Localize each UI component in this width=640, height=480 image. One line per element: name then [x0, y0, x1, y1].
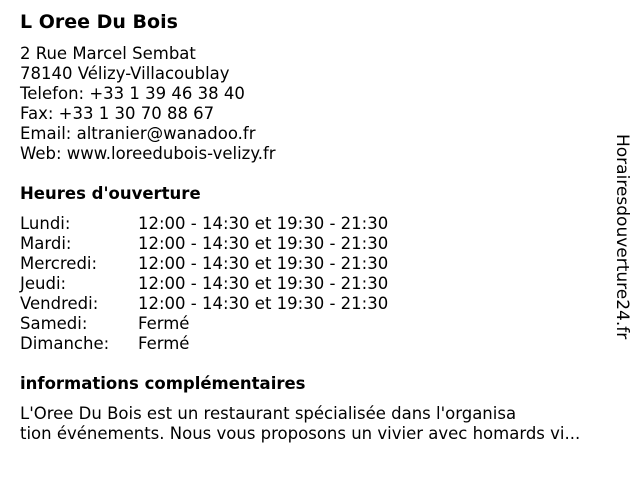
info-line: L'Oree Du Bois est un restaurant spécialisée dans l'organisa [20, 404, 517, 423]
hours-day: Mercredi: [20, 254, 98, 273]
hours-day: Jeudi: [20, 274, 67, 293]
hours-time: 12:00 - 14:30 et 19:30 - 21:30 [138, 274, 389, 293]
website-url: Web: www.loreedubois-velizy.fr [20, 144, 276, 163]
hours-row [20, 294, 388, 314]
hours-row [20, 334, 388, 354]
hours-time: 12:00 - 14:30 et 19:30 - 21:30 [138, 234, 389, 253]
city-address: 78140 Vélizy-Villacoublay [20, 64, 230, 83]
hours-row [20, 234, 388, 254]
hours-row [20, 254, 388, 274]
hours-day: Samedi: [20, 314, 88, 333]
site-watermark: Horairesdouverture24.fr [612, 134, 632, 340]
info-line: tion événements. Nous vous proposons un vivier avec homards vi... [20, 424, 581, 443]
additional-info-heading: informations complémentaires [20, 374, 306, 393]
hours-time: 12:00 - 14:30 et 19:30 - 21:30 [138, 214, 389, 233]
hours-time: Fermé [138, 314, 190, 333]
contact-block [20, 44, 276, 164]
street-address: 2 Rue Marcel Sembat [20, 44, 196, 63]
hours-row [20, 214, 388, 234]
hours-row [20, 314, 388, 334]
hours-time: 12:00 - 14:30 et 19:30 - 21:30 [138, 254, 389, 273]
opening-hours-table [20, 214, 388, 354]
fax-number: Fax: +33 1 30 70 88 67 [20, 104, 215, 123]
hours-row [20, 274, 388, 294]
hours-day: Vendredi: [20, 294, 99, 313]
opening-hours-heading: Heures d'ouverture [20, 184, 201, 203]
hours-day: Mardi: [20, 234, 72, 253]
additional-info-text [20, 404, 580, 444]
business-name: L Oree Du Bois [20, 11, 178, 33]
hours-time: Fermé [138, 334, 190, 353]
email-address: Email: altranier@wanadoo.fr [20, 124, 256, 143]
phone-number: Telefon: +33 1 39 46 38 40 [20, 84, 245, 103]
hours-day: Lundi: [20, 214, 71, 233]
hours-time: 12:00 - 14:30 et 19:30 - 21:30 [138, 294, 389, 313]
hours-day: Dimanche: [20, 334, 110, 353]
